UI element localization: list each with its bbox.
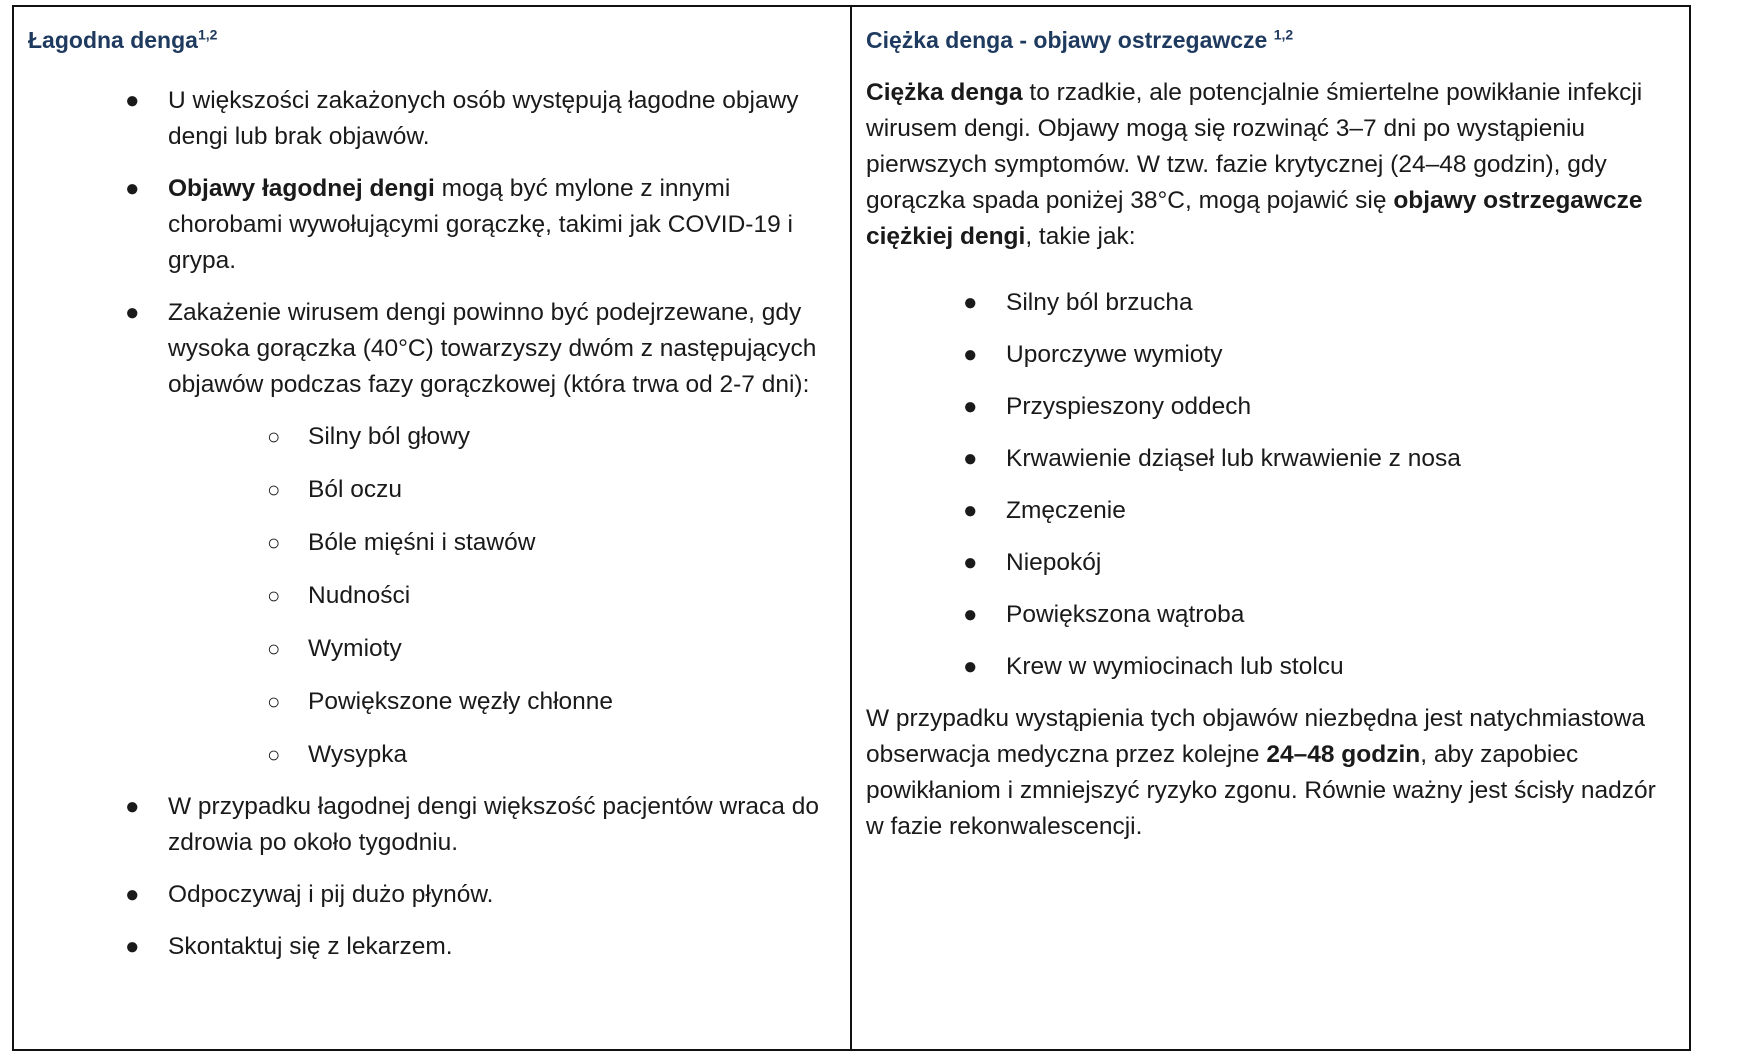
bullet-icon: ●	[125, 299, 140, 326]
warning-signs-list	[866, 285, 1673, 685]
list-item: ● Krwawienie dziąseł lub krwawienie z nosa	[866, 441, 1673, 477]
severe-dengue-outro: W przypadku wystąpienia tych objawów niezbędna jest natychmiastowa obserwacja medyczna przez kolejne 24–48 godzin, aby zapobiec powikłaniom i zmniejszyć ryzyko zgonu. Równie ważny jest ścisły nadzór w fazie rekonwalescencji.	[866, 705, 1656, 840]
bullet-icon: ●	[125, 793, 140, 820]
sublist-item: ○ Bóle mięśni i stawów	[28, 525, 850, 561]
list-item: ● U większości zakażonych osób występują łagodne objawy dengi lub brak objawów.	[28, 83, 850, 155]
bullet-icon: ●	[963, 653, 978, 680]
list-item: ● Przyspieszony oddech	[866, 389, 1673, 425]
mild-dengue-column	[14, 7, 852, 1049]
bullet-icon: ●	[963, 393, 978, 420]
sublist-item: ○ Nudności	[28, 578, 850, 614]
circle-bullet-icon: ○	[267, 742, 281, 767]
symptom-sublist	[28, 419, 850, 773]
bullet-icon: ●	[963, 497, 978, 524]
bullet-icon: ●	[125, 175, 140, 202]
bullet-icon: ●	[963, 549, 978, 576]
sublist-item: ○ Ból oczu	[28, 472, 850, 508]
mild-dengue-heading: Łagodna denga$^{1,2}$	[28, 26, 218, 53]
circle-bullet-icon: ○	[267, 424, 281, 449]
list-item: ● Zmęczenie	[866, 493, 1673, 529]
list-item: ● Krew w wymiocinach lub stolcu	[866, 649, 1673, 685]
info-table	[12, 5, 1691, 1051]
list-item: ● W przypadku łagodnej dengi większość pacjentów wraca do zdrowia po około tygodniu.	[28, 789, 850, 861]
bullet-icon: ●	[125, 881, 140, 908]
bullet-icon: ●	[963, 341, 978, 368]
sublist-item: ○ Wysypka	[28, 737, 850, 773]
list-item: ● Skontaktuj się z lekarzem.	[28, 929, 850, 965]
list-item: ● Zakażenie wirusem dengi powinno być podejrzewane, gdy wysoka gorączka (40°C) towarzyszy dwóm z następujących objawów podczas fazy gorączkowej (która trwa od 2-7 dni): ○ Silny ból głowy ○ Ból oczu ○ Bóle mięśni i stawów ○ Nudności ○ Wymioty ○ Powiększone węzły chłonne ○ Wysypka	[28, 295, 850, 773]
mild-dengue-list	[28, 83, 850, 965]
circle-bullet-icon: ○	[267, 530, 281, 555]
severe-dengue-intro: Ciężka denga to rzadkie, ale potencjalnie śmiertelne powikłanie infekcji wirusem dengi. Objawy mogą się rozwinąć 3–7 dni po wystąpieniu pierwszych symptomów. W tzw. fazie krytycznej (24–48 godzin), gdy gorączka spada poniżej 38°C, mogą pojawić się objawy ostrzegawcze ciężkiej dengi, takie jak:	[866, 79, 1643, 250]
list-item: ● Odpoczywaj i pij dużo płynów.	[28, 877, 850, 913]
circle-bullet-icon: ○	[267, 583, 281, 608]
heading-footnote-ref: 1,2	[197, 26, 218, 43]
bullet-icon: ●	[963, 445, 978, 472]
severe-dengue-column	[852, 7, 1689, 1049]
sublist-item: ○ Wymioty	[28, 631, 850, 667]
list-item: ● Objawy łagodnej dengi mogą być mylone z innymi chorobami wywołującymi gorączkę, takimi jak COVID-19 i grypa.	[28, 171, 850, 279]
bullet-icon: ●	[125, 933, 140, 960]
list-item: ● Niepokój	[866, 545, 1673, 581]
sublist-item: ○ Silny ból głowy	[28, 419, 850, 455]
bullet-icon: ●	[125, 87, 140, 114]
severe-dengue-heading: Ciężka denga - objawy ostrzegawcze $^{1,2}$	[866, 26, 1294, 53]
list-item: ● Powiększona wątroba	[866, 597, 1673, 633]
circle-bullet-icon: ○	[267, 636, 281, 661]
circle-bullet-icon: ○	[267, 477, 281, 502]
bullet-icon: ●	[963, 289, 978, 316]
heading-footnote-ref: 1,2	[1273, 26, 1294, 43]
list-item: ● Uporczywe wymioty	[866, 337, 1673, 373]
bullet-icon: ●	[963, 601, 978, 628]
sublist-item: ○ Powiększone węzły chłonne	[28, 684, 850, 720]
circle-bullet-icon: ○	[267, 689, 281, 714]
list-item: ● Silny ból brzucha	[866, 285, 1673, 321]
